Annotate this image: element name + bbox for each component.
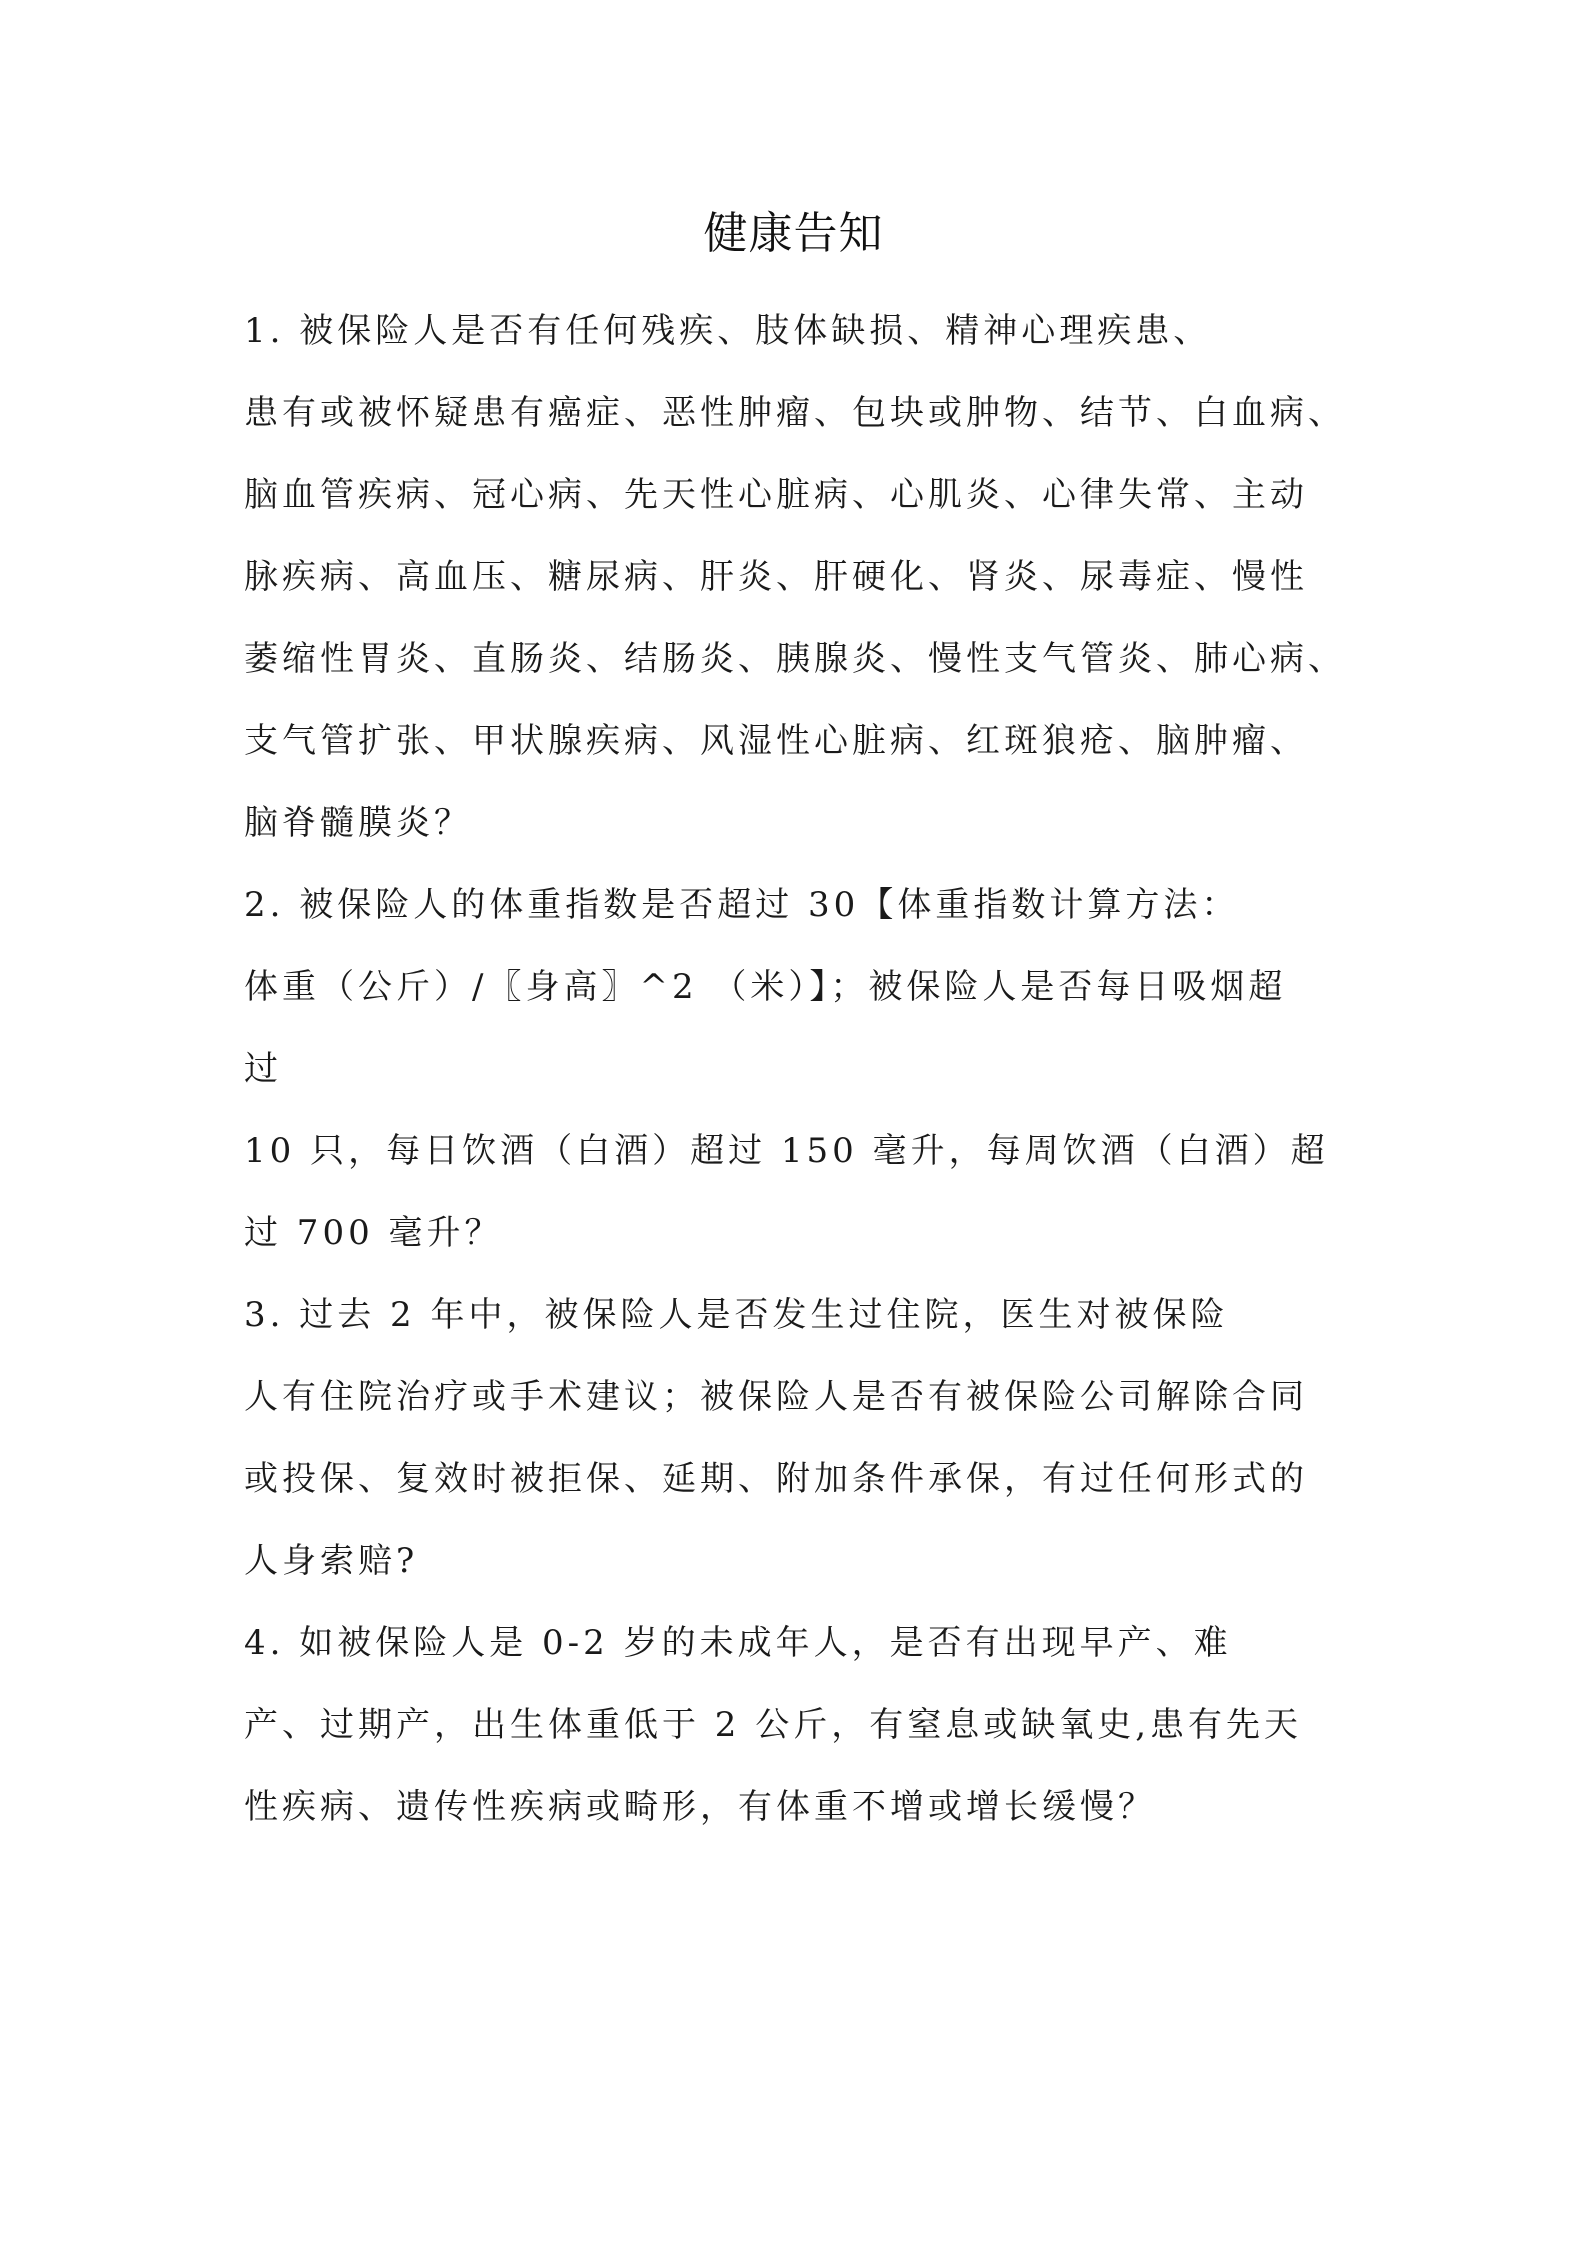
document-body xyxy=(244,290,1364,1848)
text-line: 产、过期产，出生体重低于 2 公斤，有窒息或缺氧史,患有先天 xyxy=(244,1705,1303,1745)
text-line: 过 xyxy=(244,1049,282,1089)
text-line: 性疾病、遗传性疾病或畸形，有体重不增或增长缓慢？ xyxy=(244,1787,1156,1827)
text-line: 人有住院治疗或手术建议；被保险人是否有被保险公司解除合同 xyxy=(244,1377,1308,1417)
text-line: 脉疾病、高血压、糖尿病、肝炎、肝硬化、肾炎、尿毒症、慢性 xyxy=(244,557,1308,597)
text-line: 患有或被怀疑患有癌症、恶性肿瘤、包块或肿物、结节、白血病、 xyxy=(244,393,1346,433)
text-line: 或投保、复效时被拒保、延期、附加条件承保，有过任何形式的 xyxy=(244,1459,1308,1499)
text-line: 脑血管疾病、冠心病、先天性心脏病、心肌炎、心律失常、主动 xyxy=(244,475,1308,515)
text-line: 脑脊髓膜炎？ xyxy=(244,803,472,843)
text-line: 2. 被保险人的体重指数是否超过 30【体重指数计算方法： xyxy=(244,885,1240,925)
text-line: 3. 过去 2 年中，被保险人是否发生过住院，医生对被保险 xyxy=(244,1295,1229,1335)
text-line: 过 700 毫升？ xyxy=(244,1213,503,1253)
text-line: 支气管扩张、甲状腺疾病、风湿性心脏病、红斑狼疮、脑肿瘤、 xyxy=(244,721,1308,761)
document-title: 健康告知 xyxy=(703,208,884,259)
text-line: 10 只，每日饮酒（白酒）超过 150 毫升，每周饮酒（白酒）超 xyxy=(244,1131,1329,1171)
text-line: 4. 如被保险人是 0-2 岁的未成年人，是否有出现早产、难 xyxy=(244,1623,1232,1663)
text-line: 人身索赔? xyxy=(244,1541,419,1581)
text-line: 萎缩性胃炎、直肠炎、结肠炎、胰腺炎、慢性支气管炎、肺心病、 xyxy=(244,639,1346,679)
text-line: 体重（公斤）/〖身高〗^2 （米）】；被保险人是否每日吸烟超 xyxy=(244,967,1287,1007)
text-line: 1. 被保险人是否有任何残疾、肢体缺损、精神心理疾患、 xyxy=(244,311,1212,351)
